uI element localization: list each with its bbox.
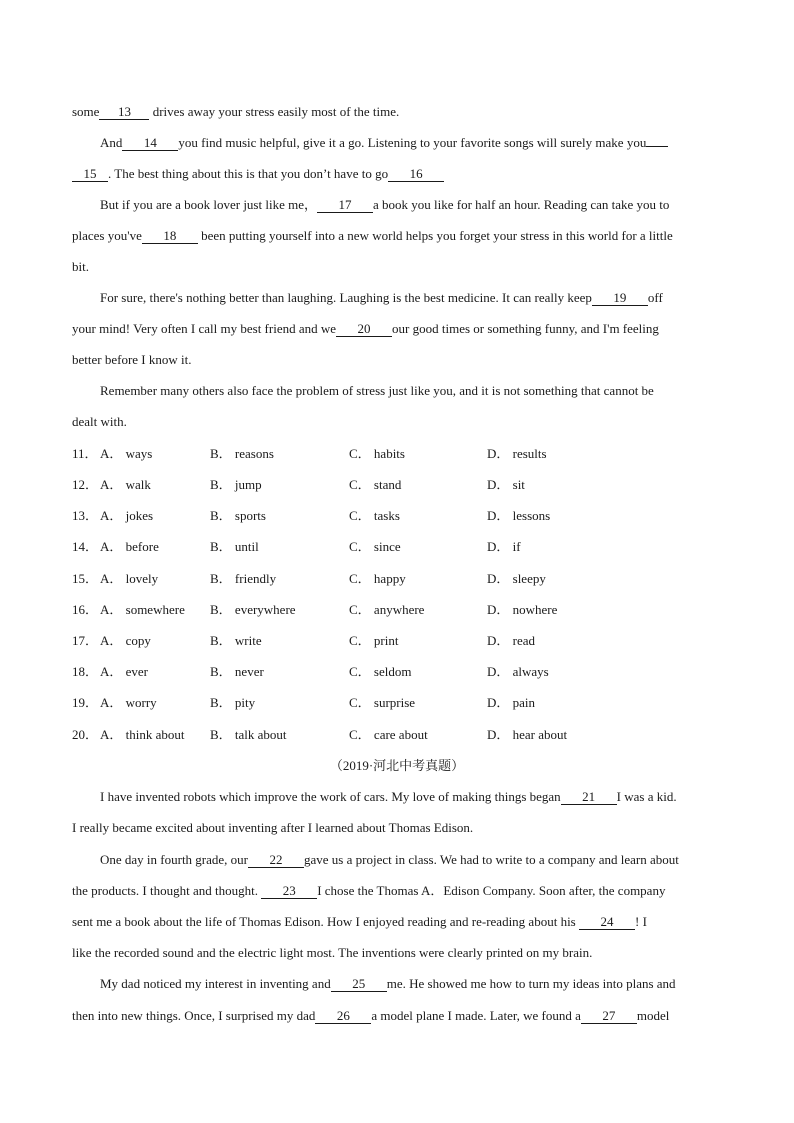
option-c[interactable]: C． since	[349, 539, 401, 554]
question-number: 14．	[72, 539, 99, 554]
passage1-line-8: your mind! Very often I call my best friend and we 20 our good times or something funny, and I'm feeling	[72, 321, 659, 336]
option-b[interactable]: B． sports	[210, 508, 266, 523]
passage1-line-11: dealt with.	[72, 414, 127, 429]
option-a[interactable]: A． think about	[100, 727, 185, 742]
option-d[interactable]: D． nowhere	[487, 602, 558, 617]
blank-22[interactable]: 22	[248, 853, 304, 868]
blank-17[interactable]: 17	[317, 198, 373, 213]
question-number: 18．	[72, 664, 99, 679]
option-a[interactable]: A． jokes	[100, 508, 154, 523]
passage2-line-6: like the recorded sound and the electric light most. The inventions were clearly printed on my brain.	[72, 945, 593, 960]
passage2-line-3: One day in fourth grade, our 22 gave us a project in class. We had to write to a company and learn about	[100, 852, 679, 867]
passage1-line-9: better before I know it.	[72, 352, 192, 367]
passage2-line-5: sent me a book about the life of Thomas Edison. How I enjoyed reading and re-reading about his 24 ! I	[72, 914, 647, 929]
option-d[interactable]: D． results	[487, 446, 547, 461]
option-c[interactable]: C． anywhere	[349, 602, 425, 617]
blank-18[interactable]: 18	[142, 229, 198, 244]
option-b[interactable]: B． friendly	[210, 571, 277, 586]
blank-16[interactable]: 16	[388, 167, 444, 182]
option-d[interactable]: D． read	[487, 633, 536, 648]
option-b[interactable]: B． jump	[210, 477, 262, 492]
option-c[interactable]: C． surprise	[349, 695, 416, 710]
option-a[interactable]: A． somewhere	[100, 602, 185, 617]
option-d[interactable]: D． if	[487, 539, 521, 554]
passage2-line-7: My dad noticed my interest in inventing and 25 me. He showed me how to turn my ideas into plans and	[100, 976, 676, 991]
option-b[interactable]: B． until	[210, 539, 259, 554]
blank-23[interactable]: 23	[261, 884, 317, 899]
blank-15-start	[646, 146, 668, 147]
option-c[interactable]: C． seldom	[349, 664, 412, 679]
blank-14[interactable]: 14	[122, 136, 178, 151]
passage1-line-4: But if you are a book lover just like me， 17 a book you like for half an hour. Reading can take you to	[100, 197, 670, 212]
blank-21[interactable]: 21	[561, 790, 617, 805]
option-c[interactable]: C． stand	[349, 477, 402, 492]
blank-26[interactable]: 26	[315, 1009, 371, 1024]
option-d[interactable]: D． pain	[487, 695, 536, 710]
option-d[interactable]: D． hear about	[487, 727, 568, 742]
question-number: 15．	[72, 571, 99, 586]
question-number: 13．	[72, 508, 99, 523]
option-b[interactable]: B． talk about	[210, 727, 287, 742]
option-a[interactable]: A． ever	[100, 664, 149, 679]
option-b[interactable]: B． everywhere	[210, 602, 296, 617]
option-d[interactable]: D． always	[487, 664, 549, 679]
option-c[interactable]: C． habits	[349, 446, 405, 461]
question-number: 17．	[72, 633, 99, 648]
question-number: 20．	[72, 727, 99, 742]
option-a[interactable]: A． walk	[100, 477, 151, 492]
blank-13[interactable]: 13	[99, 105, 149, 120]
option-c[interactable]: C． happy	[349, 571, 406, 586]
option-b[interactable]: B． pity	[210, 695, 256, 710]
passage1-line-7: For sure, there's nothing better than laughing. Laughing is the best medicine. It can really keep 19 off	[100, 290, 663, 305]
option-d[interactable]: D． lessons	[487, 508, 551, 523]
passage1-line-5: places you've 18 been putting yourself into a new world helps you forget your stress in this world for a little	[72, 228, 673, 243]
passage1-line-1: some 13 drives away your stress easily most of the time.	[72, 104, 400, 119]
question-number: 16．	[72, 602, 99, 617]
passage2-line-1: I have invented robots which improve the work of cars. My love of making things began 21 I was a kid.	[100, 789, 677, 804]
blank-20[interactable]: 20	[336, 322, 392, 337]
option-b[interactable]: B． write	[210, 633, 262, 648]
option-a[interactable]: A． worry	[100, 695, 157, 710]
option-c[interactable]: C． tasks	[349, 508, 400, 523]
option-a[interactable]: A． before	[100, 539, 159, 554]
option-b[interactable]: B． never	[210, 664, 264, 679]
option-d[interactable]: D． sleepy	[487, 571, 546, 586]
blank-25[interactable]: 25	[331, 977, 387, 992]
question-number: 12．	[72, 477, 99, 492]
option-a[interactable]: A． lovely	[100, 571, 159, 586]
blank-24[interactable]: 24	[579, 915, 635, 930]
option-b[interactable]: B． reasons	[210, 446, 274, 461]
passage1-line-2: And 14 you find music helpful, give it a go. Listening to your favorite songs will surely make you	[100, 135, 668, 151]
blank-27[interactable]: 27	[581, 1009, 637, 1024]
question-number: 11．	[72, 446, 98, 461]
passage2-line-8: then into new things. Once, I surprised my dad 26 a model plane I made. Later, we found a 27 model	[72, 1008, 670, 1023]
option-a[interactable]: A． copy	[100, 633, 151, 648]
option-c[interactable]: C． care about	[349, 727, 428, 742]
option-a[interactable]: A． ways	[100, 446, 153, 461]
passage1-line-6: bit.	[72, 259, 89, 274]
passage1-line-3: 15 . The best thing about this is that you don’t have to go 16	[72, 166, 444, 182]
question-number: 19．	[72, 695, 99, 710]
passage2-line-4: the products. I thought and thought. 23 I chose the Thomas A．Edison Company. Soon after, the company	[72, 883, 666, 898]
blank-19[interactable]: 19	[592, 291, 648, 306]
passage2-line-2: I really became excited about inventing after I learned about Thomas Edison.	[72, 820, 474, 835]
option-c[interactable]: C． print	[349, 633, 399, 648]
option-d[interactable]: D． sit	[487, 477, 525, 492]
passage1-line-10: Remember many others also face the problem of stress just like you, and it is not something that cannot be	[100, 383, 654, 398]
blank-15[interactable]: 15	[72, 167, 108, 182]
section-heading: （2019·河北中考真题）	[329, 758, 465, 773]
